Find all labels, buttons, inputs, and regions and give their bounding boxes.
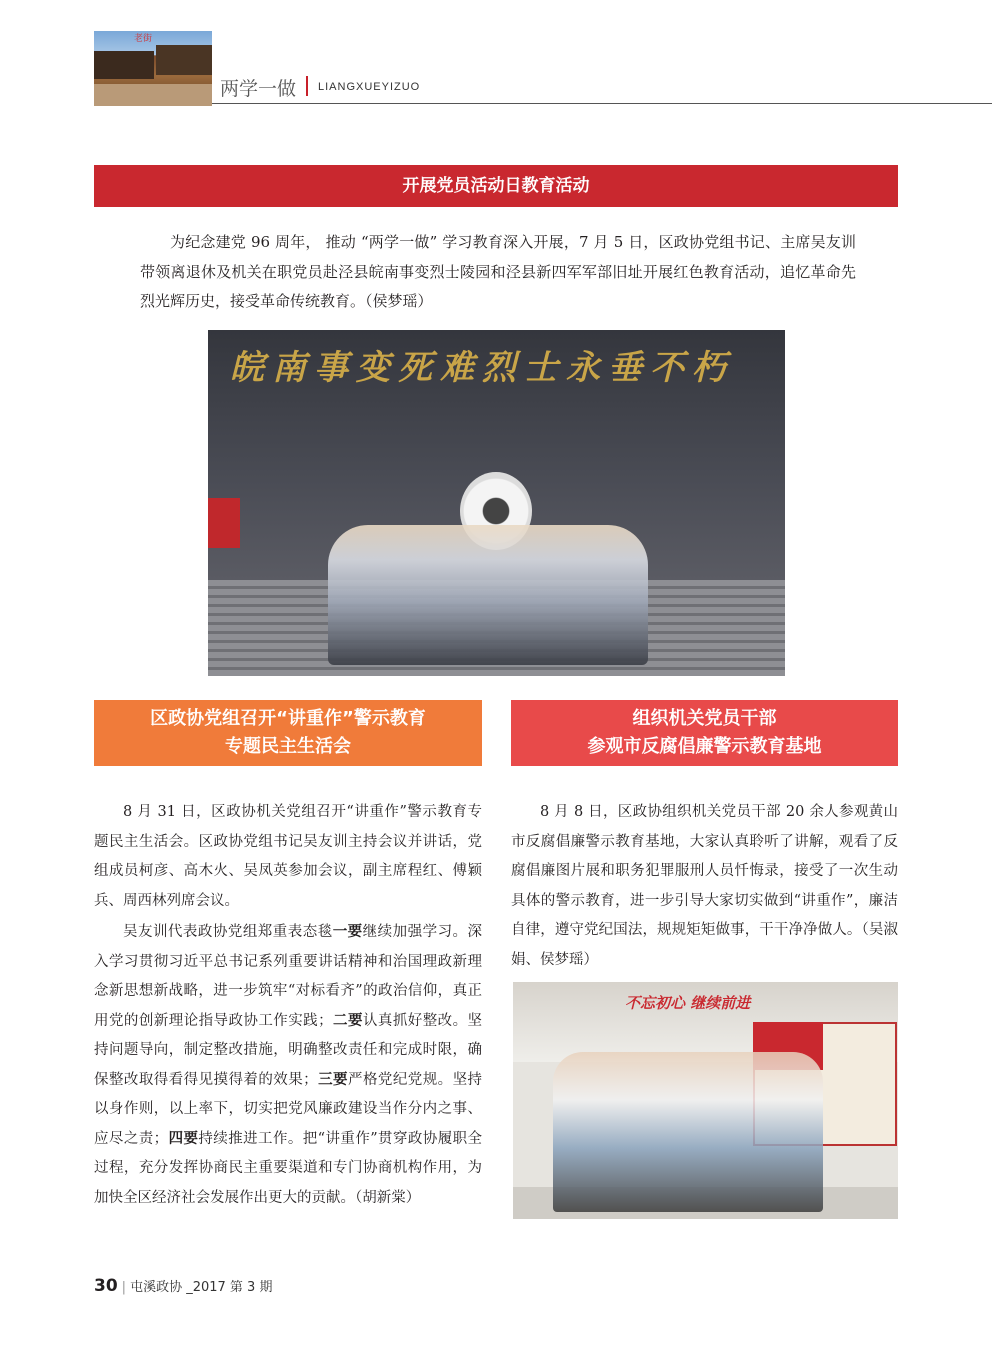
article-right-heading (511, 700, 898, 766)
emphasis-four: 四要 (168, 1130, 199, 1147)
party-flag (208, 498, 240, 548)
article-left-heading-line2: 专题民主生活会 (225, 736, 351, 757)
article-left-body (94, 798, 482, 1213)
text-run: 吴友训代表政协党组郑重表态毯 (123, 924, 333, 940)
article-main-heading (94, 165, 898, 207)
article-left-paragraph: 8 月 31 日，区政协机关党组召开“讲重作”警示教育专题民主生活会。区政协党组书记吴友训主持会议并讲话，党组成员柯彦、高木火、吴凤英参加会议，副主席程红、傅颖兵、周西林列席会议。 (94, 804, 482, 909)
emphasis-one: 一要 (332, 924, 363, 940)
publication-name: 屯溪政协 _2017 第 3 期 (130, 1280, 273, 1295)
exhibition-group-photo (513, 982, 898, 1219)
section-title: 两学一做 (220, 78, 297, 100)
page-number: 30 (94, 1276, 118, 1296)
exhibition-slogan: 不忘初心 继续前进 (625, 994, 751, 1012)
text-run: 认真抓好整改。坚持问题导向，制定整改措施，明确整改责任和完成时限，确保整改取得看得见摸得着的效果； (94, 1012, 483, 1088)
article-right-paragraph: 8 月 8 日，区政协组织机关党员干部 20 余人参观黄山市反腐倡廉警示教育基地，大家认真聆听了讲解，观看了反腐倡廉图片展和职务犯罪服刑人员忏悔录，接受了一次生动具体的警示教育，进一步引导大家切实做到“讲重作”，廉洁自律，遵守党纪国法，规规矩矩做事，干干净净做人。（吴淑娟、侯梦瑶） (511, 804, 898, 968)
header-photo-roof (156, 45, 212, 75)
article-right-heading-line2: 参观市反腐倡廉警示教育基地 (587, 736, 822, 757)
header-photo-roof (94, 51, 154, 79)
group-of-people (328, 525, 648, 665)
text-run: 持续推进工作。把“讲重作”贯穿政协履职全过程，充分发挥协商民主重要渠道和专门协商机构作用，为加快全区经济社会发展作出更大的贡献。（胡新棠） (94, 1130, 483, 1206)
memorial-inscription: 皖南事变死难烈士永垂不朽 (230, 348, 734, 388)
article-main-paragraph: 为纪念建党 96 周年， 推动 “两学一做” 学习教育深入开展，7 月 5 日，区政协党组书记、主席吴友训带领离退休及机关在职党员赴泾县皖南事变烈士陵园和泾县新四军军部旧址开展红色教育活动，追忆革命先烈光辉历史，接受革命传统教育。（侯梦瑶） (140, 233, 856, 310)
section-subtitle: LIANGXUEYIZUO (318, 81, 421, 93)
article-left-heading (94, 700, 482, 766)
emphasis-three: 三要 (317, 1071, 348, 1088)
article-left-heading-line1: 区政协党组召开“讲重作”警示教育 (150, 708, 426, 729)
header-photo-street (94, 84, 212, 106)
emphasis-two: 二要 (332, 1012, 363, 1029)
group-of-people (553, 1052, 823, 1212)
header-divider (306, 76, 308, 96)
article-main-heading-text: 开展党员活动日教育活动 (402, 176, 590, 196)
text-run: 严格党纪党规。坚持以身作则，以上率下，切实把党风廉政建设当作分内之事、应尽之责； (94, 1071, 483, 1147)
article-main-body (140, 228, 856, 317)
header-photo-label: 老街 (134, 34, 153, 44)
article-right-heading-line1: 组织机关党员干部 (632, 708, 777, 729)
header-rule (212, 103, 992, 104)
header-photo (94, 31, 212, 106)
footer-separator: | (121, 1280, 127, 1295)
page-footer (94, 1276, 272, 1296)
article-right-body (511, 798, 898, 975)
article-left-paragraph (94, 918, 482, 1213)
text-run: 继续加强学习。深入学习贯彻习近平总书记系列重要讲话精神和治国理政新理念新思想新战略，进一步筑牢“对标看齐”的政治信仰，真正用党的创新理论指导政协工作实践； (94, 924, 483, 1029)
memorial-group-photo (208, 330, 785, 676)
